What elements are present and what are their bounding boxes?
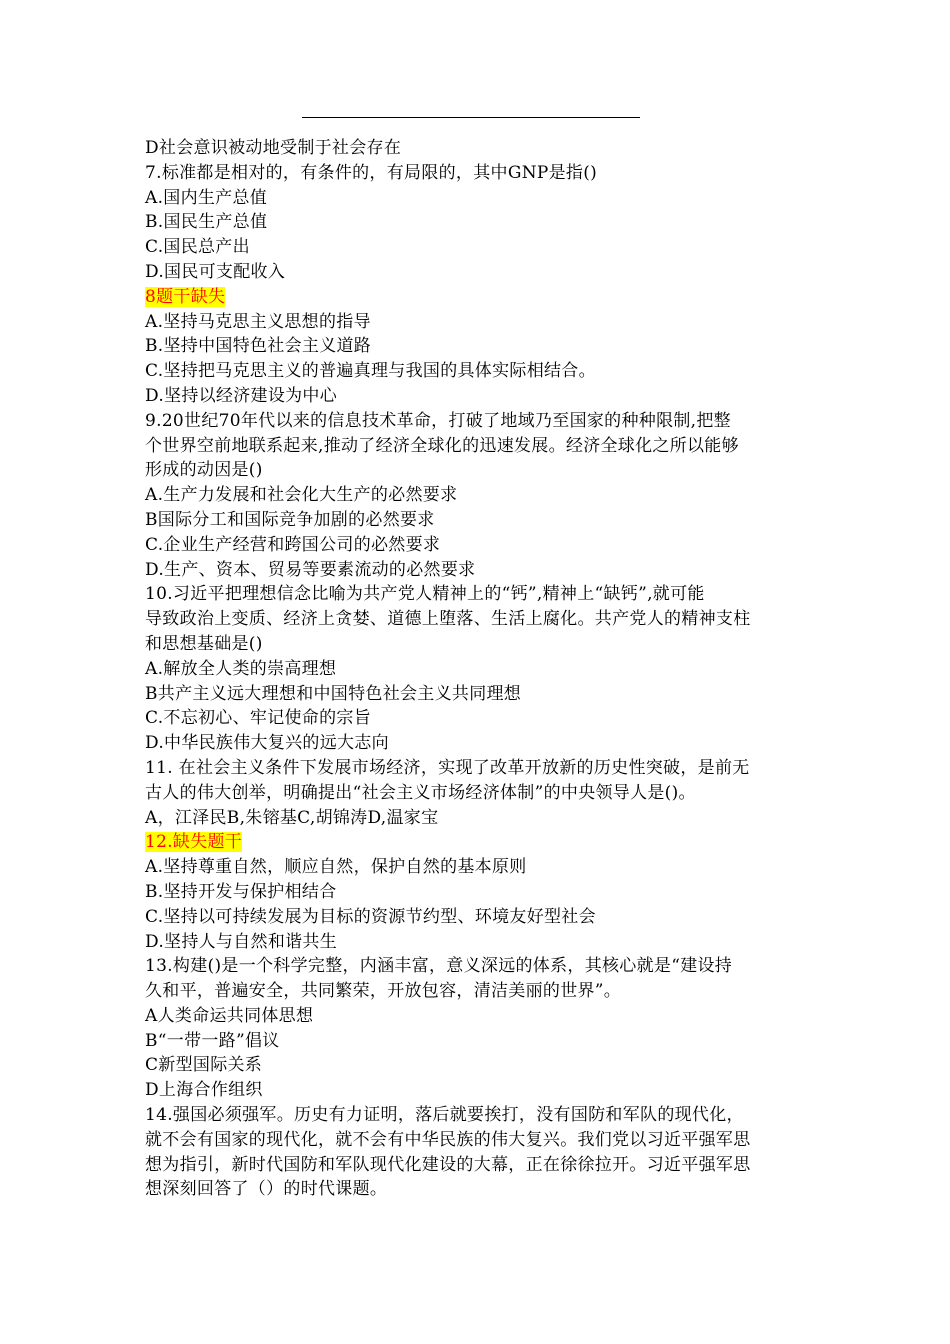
question-9-stem: 个世界空前地联系起来,推动了经济全球化的迅速发展。经济全球化之所以能够	[145, 435, 739, 456]
option-line: C.国民总产出	[145, 237, 250, 258]
option-line: C.坚持以可持续发展为目标的资源节约型、环境友好型社会	[145, 906, 596, 927]
question-13-stem: 久和平，普遍安全，共同繁荣，开放包容，清洁美丽的世界”。	[145, 981, 622, 1002]
option-line: B国际分工和国际竞争加剧的必然要求	[145, 509, 435, 530]
question-11-stem: 11. 在社会主义条件下发展市场经济，实现了改革开放新的历史性突破，是前无	[145, 757, 750, 778]
option-line: D.国民可支配收入	[145, 261, 286, 282]
question-7-stem: 7.标准都是相对的，有条件的，有局限的，其中GNP是指()	[145, 162, 598, 183]
question-14-stem: 想为指引，新时代国防和军队现代化建设的大幕，正在徐徐拉开。习近平强军思	[145, 1154, 751, 1175]
question-14-stem: 14.强国必须强军。历史有力证明，落后就要挨打，没有国防和军队的现代化，	[145, 1105, 744, 1126]
question-9-stem: 形成的动因是()	[145, 460, 263, 481]
highlight-mark: 8题干缺失	[145, 286, 226, 307]
option-line: B“一带一路”倡议	[145, 1030, 280, 1051]
option-line: A.国内生产总值	[145, 187, 268, 208]
option-line: B.国民生产总值	[145, 212, 268, 233]
question-12-missing-stem	[145, 830, 813, 855]
question-13-stem: 13.构建()是一个科学完整，内涵丰富，意义深远的体系，其核心就是“建设持	[145, 956, 733, 977]
question-14-stem: 想深刻回答了（）的时代课题。	[145, 1179, 388, 1200]
option-line: D.生产、资本、贸易等要素流动的必然要求	[145, 559, 476, 580]
text-line: D社会意识被动地受制于社会存在	[145, 138, 402, 158]
option-line: A.坚持马克思主义思想的指导	[145, 311, 371, 332]
option-line: A.坚持尊重自然，顺应自然，保护自然的基本原则	[145, 857, 527, 878]
question-14-stem: 就不会有国家的现代化，就不会有中华民族的伟大复兴。我们党以习近平强军思	[145, 1129, 751, 1150]
option-line: D上海合作组织	[145, 1080, 263, 1101]
option-line: A，江泽民B,朱镕基C,胡锦涛D,温家宝	[145, 807, 439, 828]
option-line: C.坚持把马克思主义的普遍真理与我国的具体实际相结合。	[145, 361, 596, 382]
option-line: C.不忘初心、牢记使命的宗旨	[145, 708, 372, 729]
question-11-stem: 古人的伟大创举，明确提出“社会主义市场经济体制”的中央领导人是()。	[145, 782, 696, 803]
option-line: A.解放全人类的崇高理想	[145, 658, 337, 679]
option-line: C.企业生产经营和跨国公司的必然要求	[145, 534, 441, 555]
question-10-stem: 导致政治上变质、经济上贪婪、道德上堕落、生活上腐化。共产党人的精神支柱	[145, 609, 751, 630]
option-line: B.坚持开发与保护相结合	[145, 881, 337, 902]
option-line: B.坚持中国特色社会主义道路	[145, 336, 372, 357]
option-line: A人类命运共同体思想	[145, 1005, 314, 1026]
option-line: D.中华民族伟大复兴的远大志向	[145, 733, 389, 754]
option-line: D.坚持以经济建设为中心	[145, 385, 338, 406]
option-line: C新型国际关系	[145, 1055, 263, 1076]
question-8-missing-stem	[145, 285, 813, 310]
document-body	[145, 136, 813, 1202]
option-line: A.生产力发展和社会化大生产的必然要求	[145, 485, 458, 506]
option-line: B共产主义远大理想和中国特色社会主义共同理想	[145, 683, 522, 704]
question-9-stem: 9.20世纪70年代以来的信息技术革命，打破了地域乃至国家的种种限制,把整	[145, 410, 731, 431]
question-10-stem: 10.习近平把理想信念比喻为共产党人精神上的“钙”,精神上“缺钙”,就可能	[145, 584, 705, 605]
highlight-mark: 12.缺失题干	[145, 832, 243, 853]
header-rule	[302, 117, 640, 118]
option-line: D.坚持人与自然和谐共生	[145, 931, 338, 952]
question-10-stem: 和思想基础是()	[145, 633, 263, 654]
